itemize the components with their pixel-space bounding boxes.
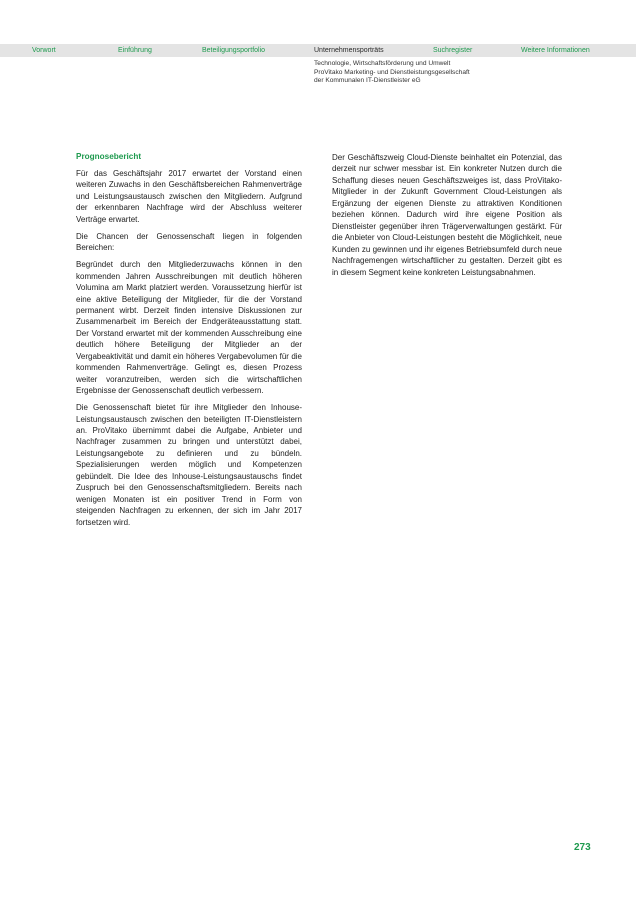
- paragraph: Die Genossenschaft bietet für ihre Mitglieder den Inhouse-Leistungsaustausch zwischen den beteiligten IT-Dienstleistern an. ProVitako übernimmt dabei die Aufgabe, Anbieter und Nachfrager zusammen zu bringen und unterstützt dabei, Leistungsangebote zu definieren und zu bündeln. Spezialisierungen werden möglich und Kompetenzen gebündelt. Die Idee des Inhouse-Leistungsaustauschs findet Zuspruch bei den Genossenschaftsmitgliedern. Bereits nach wenigen Monaten ist ein positiver Trend in Form von steigenden Nachfragen zu erkennen, der sich im Jahr 2017 fortsetzen wird.: [76, 403, 302, 527]
- right-column: [332, 152, 562, 283]
- page-number: 273: [574, 842, 591, 853]
- nav-item-beteiligungsportfolio[interactable]: Beteiligungsportfolio: [202, 47, 266, 54]
- section-heading: Prognosebericht: [76, 152, 142, 161]
- paragraph: Der Geschäftszweig Cloud-Dienste beinhaltet ein Potenzial, das derzeit nur schwer messbar ist. Ein konkreter Nutzen durch die Schaffung dieses neuen Geschäftszweiges ist, dass ProVitako-Mitglieder in der Zukunft Government Cloud-Leistungen als Ergänzung der eigenen Dienste zu attraktiven Konditionen beziehen können. Dadurch wird ihre eigene Position als Dienstleister gegenüber ihren Trägerverwaltungen gestärkt. Für die Anbieter von Cloud-Leistungen besteht die Möglichkeit, neue Kunden zu gewinnen und ihr eigenes Betriebsumfeld durch neue Nachfragemengen wirtschaftlicher zu gestalten. Derzeit gibt es in diesem Segment keine konkreten Leistungsabnahmen.: [332, 153, 562, 277]
- company-name-line-1: ProVitako Marketing- und Dienstleistungsgesellschaft: [314, 68, 470, 76]
- paragraph: Für das Geschäftsjahr 2017 erwartet der Vorstand einen weiteren Zuwachs in den Geschäftsbereichen Rahmenverträge und Leistungsaustausch zwischen den Mitgliedern. Aufgrund der erkennbaren Nachfrage wird der Abschluss weiterer Verträge erwartet.: [76, 169, 302, 224]
- nav-item-suchregister[interactable]: Suchregister: [433, 47, 473, 54]
- nav-item-vorwort[interactable]: Vorwort: [32, 47, 56, 54]
- paragraph: Begründet durch den Mitgliederzuwachs können in den kommenden Jahren Ausschreibungen mit deutlich höheren Volumina am Markt platziert werden. Voraussetzung hierfür ist eine aktive Beteiligung der Mitglieder, für die der Vorstand permanent wirbt. Derzeit finden intensive Diskussionen zur Zusammenarbeit im Bereich der Endgeräteausstattung statt. Der Vorstand erwartet mit der kommenden Ausschreibung eine deutlich höhere Beteiligung der Mitglieder an der Vergabeaktivität und damit ein höheres Vergabevolumen für die kommenden Rahmenverträge. Gelingt es, diesen Prozess weiter voranzutreiben, werden sich die wirtschaftlichen Ergebnisse der Genossenschaft deutlich verbessern.: [76, 260, 302, 396]
- company-name-line-2: der Kommunalen IT-Dienstleister eG: [314, 77, 421, 84]
- section-nav-bar: [0, 44, 636, 57]
- nav-item-einfuehrung[interactable]: Einführung: [118, 47, 152, 54]
- company-header: [314, 60, 614, 86]
- category-label: Technologie, Wirtschaftsförderung und Umwelt: [314, 60, 451, 67]
- nav-item-weitere-informationen[interactable]: Weitere Informationen: [521, 47, 590, 54]
- nav-item-unternehmensportraets[interactable]: Unternehmensporträts: [314, 47, 384, 54]
- left-column: [76, 152, 302, 534]
- paragraph: Die Chancen der Genossenschaft liegen in folgenden Bereichen:: [76, 231, 302, 253]
